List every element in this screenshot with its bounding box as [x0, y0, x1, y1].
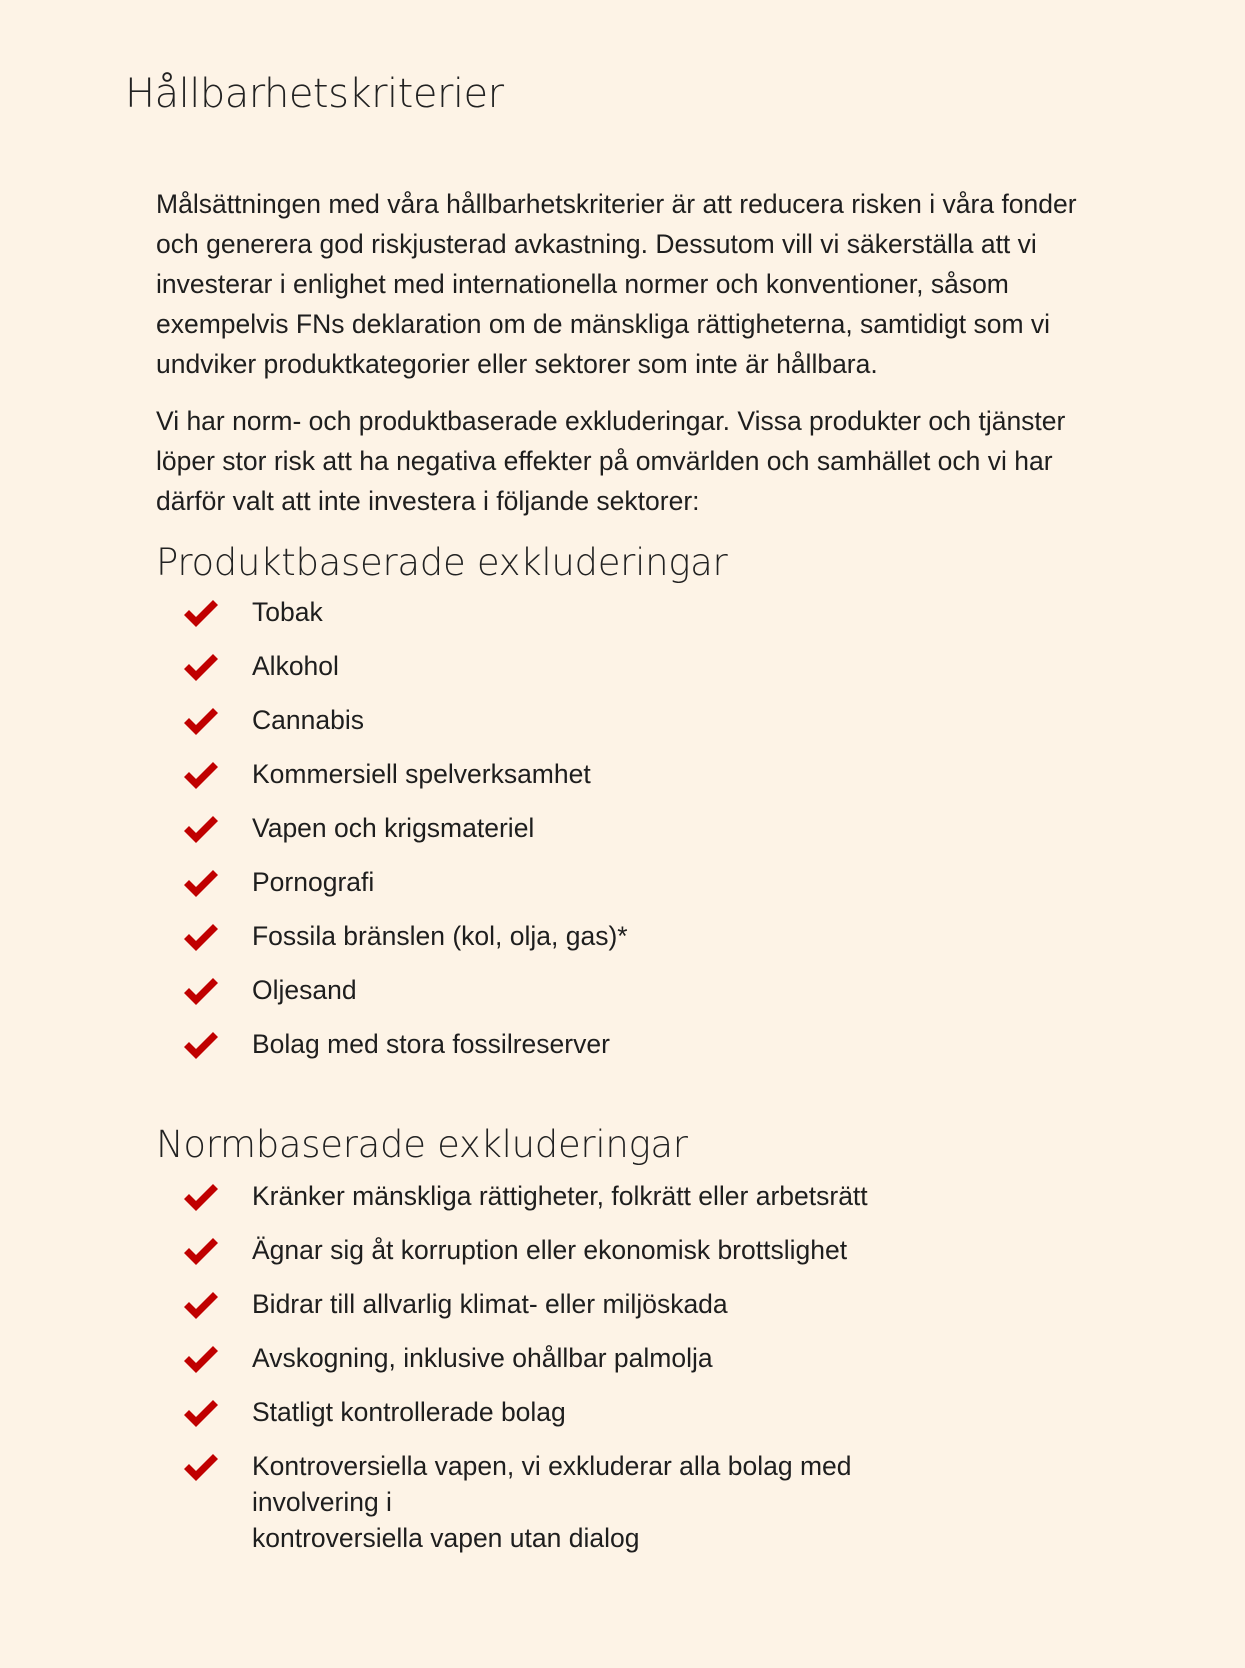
norm-exclusions-list: [156, 1178, 1086, 1556]
list-item-label: Fossila bränslen (kol, olja, gas)*: [252, 921, 628, 951]
main-content: [156, 184, 1086, 1556]
section-heading-norm-exclusions: Normbaserade exkluderingar: [156, 1123, 688, 1166]
list-item-label: Kontroversiella vapen, vi exkluderar alla bolag med involvering i kontroversiella vapen utan dialog: [252, 1451, 852, 1553]
list-item-label: Oljesand: [252, 975, 357, 1005]
list-item: [156, 1394, 1086, 1448]
checkmark-icon: [182, 868, 220, 900]
checkmark-icon: [182, 598, 220, 630]
checkmark-icon: [182, 760, 220, 792]
list-item-label: Ägnar sig åt korruption eller ekonomisk brottslighet: [252, 1235, 848, 1265]
product-exclusions-list: [156, 594, 1086, 1080]
list-item: [156, 918, 1086, 972]
section-heading-product-exclusions: Produktbaserade exkluderingar: [156, 541, 728, 584]
list-item: [156, 702, 1086, 756]
intro-paragraph: Målsättningen med våra hållbarhetskriterier är att reducera risken i våra fonder och generera god riskjusterad avkastning. Dessutom vill vi säkerställa att vi investerar i enlighet med internationella normer och konventioner, såsom exempelvis FNs deklaration om de mänskliga rättigheterna, samtidigt som vi undviker produktkategorier eller sektorer som inte är hållbara.: [156, 189, 1077, 379]
list-item: [156, 972, 1086, 1026]
list-item-label: Bolag med stora fossilreserver: [252, 1029, 610, 1059]
page-title: Hållbarhetskriterier: [125, 71, 504, 117]
checkmark-icon: [182, 1182, 220, 1214]
list-item-label: Alkohol: [252, 651, 339, 681]
checkmark-icon: [182, 1452, 220, 1484]
checkmark-icon: [182, 652, 220, 684]
list-item: [156, 756, 1086, 810]
list-item: [156, 1026, 1086, 1080]
list-item-label: Kommersiell spelverksamhet: [252, 759, 591, 789]
checkmark-icon: [182, 1398, 220, 1430]
list-item-label: Tobak: [252, 597, 323, 627]
checkmark-icon: [182, 922, 220, 954]
checkmark-icon: [182, 1236, 220, 1268]
list-item-label: Cannabis: [252, 705, 364, 735]
list-item-label: Vapen och krigsmateriel: [252, 813, 535, 843]
checkmark-icon: [182, 976, 220, 1008]
list-item-label: Kränker mänskliga rättigheter, folkrätt eller arbetsrätt: [252, 1181, 868, 1211]
list-item: [156, 864, 1086, 918]
intro-paragraph: Vi har norm- och produktbaserade exkluderingar. Vissa produkter och tjänster löper stor risk att ha negativa effekter på omvärlden och samhället och vi har därför valt att inte investera i följande sektorer:: [156, 406, 1066, 516]
checkmark-icon: [182, 1030, 220, 1062]
list-item: [156, 1340, 1086, 1394]
list-item: [156, 1286, 1086, 1340]
checkmark-icon: [182, 1290, 220, 1322]
checkmark-icon: [182, 706, 220, 738]
list-item: [156, 648, 1086, 702]
list-item-label: Avskogning, inklusive ohållbar palmolja: [252, 1343, 713, 1373]
list-item-label: Bidrar till allvarlig klimat- eller miljöskada: [252, 1289, 728, 1319]
list-item: [156, 1232, 1086, 1286]
list-item: [156, 1178, 1086, 1232]
checkmark-icon: [182, 1344, 220, 1376]
list-item-label: Statligt kontrollerade bolag: [252, 1397, 566, 1427]
list-item: [156, 1448, 1086, 1556]
list-item: [156, 810, 1086, 864]
list-item: [156, 594, 1086, 648]
list-item-label: Pornografi: [252, 867, 375, 897]
checkmark-icon: [182, 814, 220, 846]
